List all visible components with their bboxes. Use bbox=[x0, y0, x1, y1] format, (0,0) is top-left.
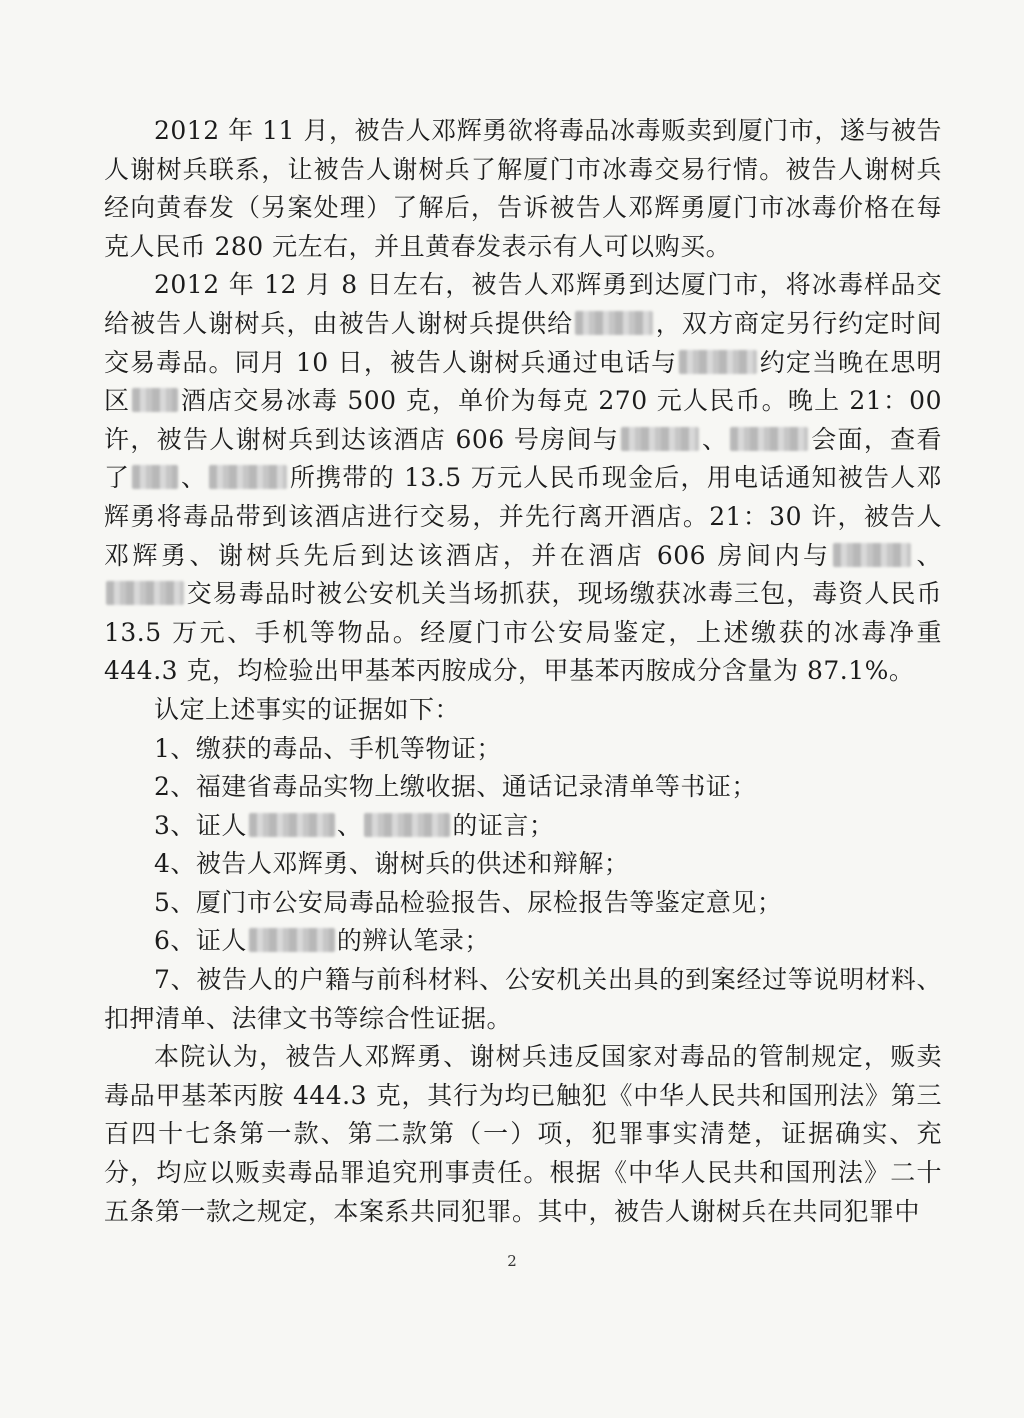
paragraph bbox=[104, 1038, 942, 1231]
paragraph bbox=[104, 691, 942, 730]
paragraph bbox=[104, 768, 942, 807]
paragraph bbox=[104, 807, 942, 846]
paragraph-text: 4、被告人邓辉勇、谢树兵的供述和辩解； bbox=[154, 849, 630, 879]
paragraph bbox=[104, 845, 942, 884]
paragraph-text: 的证言； bbox=[452, 810, 555, 840]
paragraph-text: ，双方商定另行约定时间交易毒品。同月 10 日，被告人谢树兵通过电话与 bbox=[104, 308, 942, 377]
paragraph-text: 的辨认笔录； bbox=[336, 926, 490, 956]
redacted-name bbox=[730, 427, 808, 451]
redacted-name bbox=[132, 465, 178, 489]
paragraph-text: 2、福建省毒品实物上缴收据、通话记录清单等书证； bbox=[154, 772, 757, 802]
paragraph bbox=[104, 884, 942, 923]
paragraph-text: 约定当晚在思明区 bbox=[104, 347, 942, 416]
redacted-name bbox=[833, 543, 911, 567]
paragraph-text: 5、厦门市公安局毒品检验报告、尿检报告等鉴定意见； bbox=[154, 887, 783, 917]
paragraph-text: 、 bbox=[701, 424, 729, 454]
paragraph-text: 所携带的 13.5 万元人民币现金后，用电话通知被告人邓辉勇将毒品带到该酒店进行交易，并先行离开酒店。21：30 许，被告人邓辉勇、谢树兵先后到达该酒店，并在酒店 606 房间内与 bbox=[104, 463, 942, 570]
paragraph-text: 、 bbox=[913, 540, 942, 570]
paragraph-text: 酒店交易冰毒 500 克，单价为每克 270 元人民币。晚上 21：00 许，被告人谢树兵到达该酒店 606 号房间与 bbox=[104, 386, 942, 454]
paragraph-text: 7、被告人的户籍与前科材料、公安机关出具的到案经过等说明材料、扣押清单、法律文书等综合性证据。 bbox=[104, 965, 942, 1033]
paragraph-text: 1、缴获的毒品、手机等物证； bbox=[154, 733, 502, 763]
redacted-name bbox=[249, 813, 335, 837]
redacted-name bbox=[132, 388, 178, 412]
paragraph bbox=[104, 961, 942, 1038]
redacted-name bbox=[106, 581, 184, 605]
redacted-name bbox=[679, 350, 757, 374]
document-body bbox=[104, 112, 942, 1231]
paragraph bbox=[104, 922, 942, 961]
paragraph-text: 2012 年 11 月，被告人邓辉勇欲将毒品冰毒贩卖到厦门市，遂与被告人谢树兵联系，让被告人谢树兵了解厦门市冰毒交易行情。被告人谢树兵经向黄春发（另案处理）了解后，告诉被告人邓辉勇厦门市冰毒价格在每克人民币 280 元左右，并且黄春发表示有人可以购买。 bbox=[104, 116, 942, 261]
paragraph-text: 交易毒品时被公安机关当场抓获，现场缴获冰毒三包，毒资人民币 13.5 万元、手机等物品。经厦门市公安局鉴定，上述缴获的冰毒净重 444.3 克，均检验出甲基苯丙胺成分，甲基苯丙胺成分含量为 87.1%。 bbox=[104, 579, 942, 686]
redacted-name bbox=[249, 928, 335, 952]
page-number: 2 bbox=[507, 1252, 517, 1270]
paragraph-text: 会面，查看了 bbox=[104, 424, 942, 493]
paragraph bbox=[104, 266, 942, 691]
paragraph-text: 3、证人 bbox=[154, 810, 247, 840]
paragraph-text: 本院认为，被告人邓辉勇、谢树兵违反国家对毒品的管制规定，贩卖毒品甲基苯丙胺 444.3 克，其行为均已触犯《中华人民共和国刑法》第三百四十七条第一款、第二款第（一）项，犯罪事实清楚，证据确实、充分，均应以贩卖毒品罪追究刑事责任。根据《中华人民共和国刑法》二十五条第一款之规定，本案系共同犯罪。其中，被告人谢树兵在共同犯罪中 bbox=[104, 1042, 942, 1226]
paragraph-text: 、 bbox=[336, 810, 363, 840]
paragraph bbox=[104, 112, 942, 266]
paragraph-text: 认定上述事实的证据如下： bbox=[154, 694, 461, 724]
paragraph-text: 、 bbox=[180, 463, 208, 493]
redacted-name bbox=[209, 465, 287, 489]
paragraph bbox=[104, 730, 942, 769]
redacted-name bbox=[364, 813, 450, 837]
redacted-name bbox=[575, 311, 653, 335]
redacted-name bbox=[621, 427, 699, 451]
paragraph-text: 6、证人 bbox=[154, 926, 247, 956]
paragraph-text: 2012 年 12 月 8 日左右，被告人邓辉勇到达厦门市，将冰毒样品交给被告人谢树兵，由被告人谢树兵提供给 bbox=[104, 270, 942, 338]
